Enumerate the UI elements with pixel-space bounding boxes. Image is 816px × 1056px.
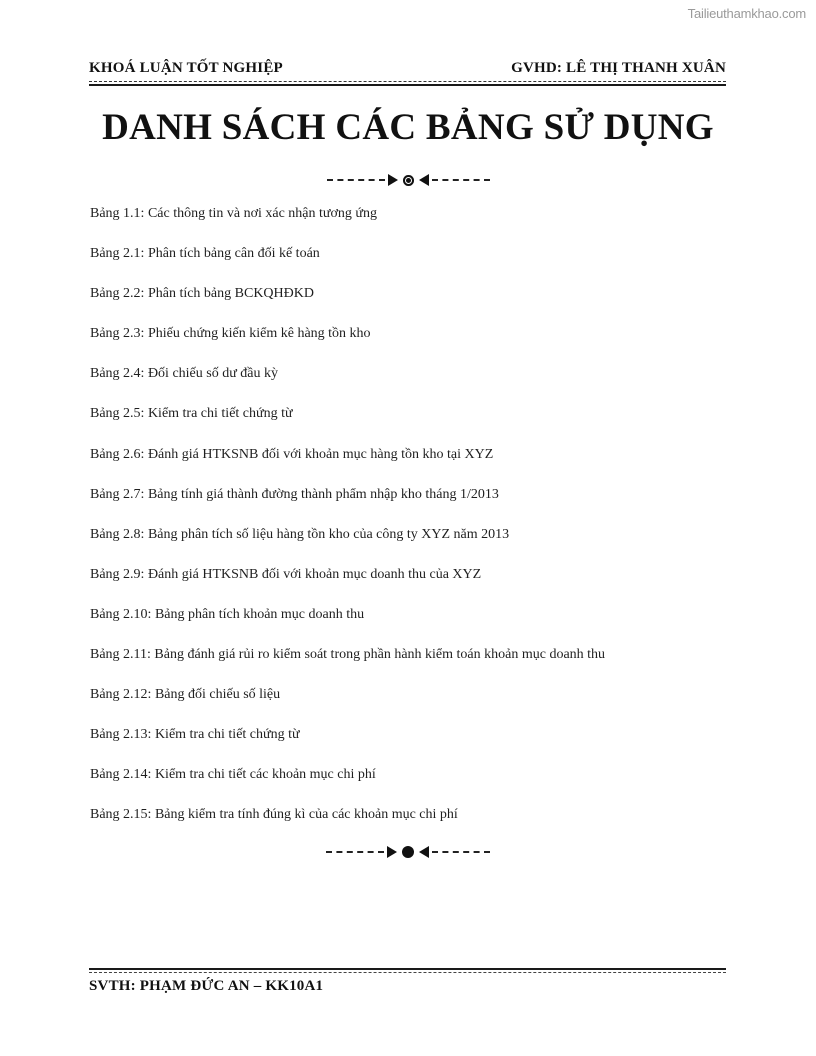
list-item: Bảng 2.12: Bảng đối chiếu số liệu (90, 687, 281, 703)
page-title: DANH SÁCH CÁC BẢNG SỬ DỤNG (102, 107, 714, 148)
top-divider-ornament (0, 172, 816, 188)
list-item: Bảng 2.9: Đánh giá HTKSNB đối với khoản mục doanh thu của XYZ (90, 566, 482, 582)
list-item: Bảng 2.3: Phiếu chứng kiến kiểm kê hàng tồn kho (90, 326, 371, 342)
dash-line-right (432, 851, 490, 853)
footer-divider (89, 972, 726, 973)
list-item: Bảng 2.6: Đánh giá HTKSNB đối với khoản mục hàng tồn kho tại XYZ (90, 446, 494, 462)
list-item: Bảng 1.1: Các thông tin và nơi xác nhận tương ứng (90, 206, 377, 221)
header-thesis-label: KHOÁ LUẬN TỐT NGHIỆP (89, 60, 283, 76)
bottom-divider-ornament (0, 844, 816, 860)
footer-student: SVTH: PHẠM ĐỨC AN – KK10A1 (89, 978, 324, 994)
arrow-left-icon (419, 846, 429, 858)
footer-divider-thick (89, 968, 726, 970)
table-list (90, 206, 730, 848)
list-item: Bảng 2.1: Phân tích bảng cân đối kế toán (90, 246, 320, 262)
list-item: Bảng 2.8: Bảng phân tích số liệu hàng tồn kho của công ty XYZ năm 2013 (90, 526, 510, 542)
dash-line-left (326, 851, 384, 853)
filled-circle-icon (402, 846, 414, 858)
list-item: Bảng 2.13: Kiểm tra chi tiết chứng từ (90, 727, 300, 743)
list-item: Bảng 2.7: Bảng tính giá thành đường thành phẩm nhập kho tháng 1/2013 (90, 486, 499, 502)
dash-line-left (327, 179, 385, 181)
list-item: Bảng 2.11: Bảng đánh giá rủi ro kiểm soát trong phần hành kiểm toán khoản mục doanh thu (90, 647, 606, 663)
header-advisor: GVHD: LÊ THỊ THANH XUÂN (511, 60, 726, 76)
list-item: Bảng 2.14: Kiểm tra chi tiết các khoản mục chi phí (90, 767, 376, 783)
list-item: Bảng 2.5: Kiểm tra chi tiết chứng từ (90, 406, 293, 422)
list-item: Bảng 2.15: Bảng kiểm tra tính đúng kì của các khoản mục chi phí (90, 807, 458, 823)
dash-line-right (432, 179, 490, 181)
header-divider-thick (89, 84, 726, 86)
page-header (89, 60, 726, 84)
header-divider (89, 81, 726, 82)
list-item: Bảng 2.4: Đối chiếu số dư đầu kỳ (90, 366, 279, 382)
watermark: Tailieuthamkhao.com (687, 6, 806, 21)
arrow-left-icon (419, 174, 429, 186)
arrow-right-icon (387, 846, 397, 858)
arrow-right-icon (388, 174, 398, 186)
circle-ornament-icon (403, 175, 414, 186)
list-item: Bảng 2.10: Bảng phân tích khoản mục doanh thu (90, 606, 365, 622)
list-item: Bảng 2.2: Phân tích bảng BCKQHĐKD (90, 286, 314, 302)
